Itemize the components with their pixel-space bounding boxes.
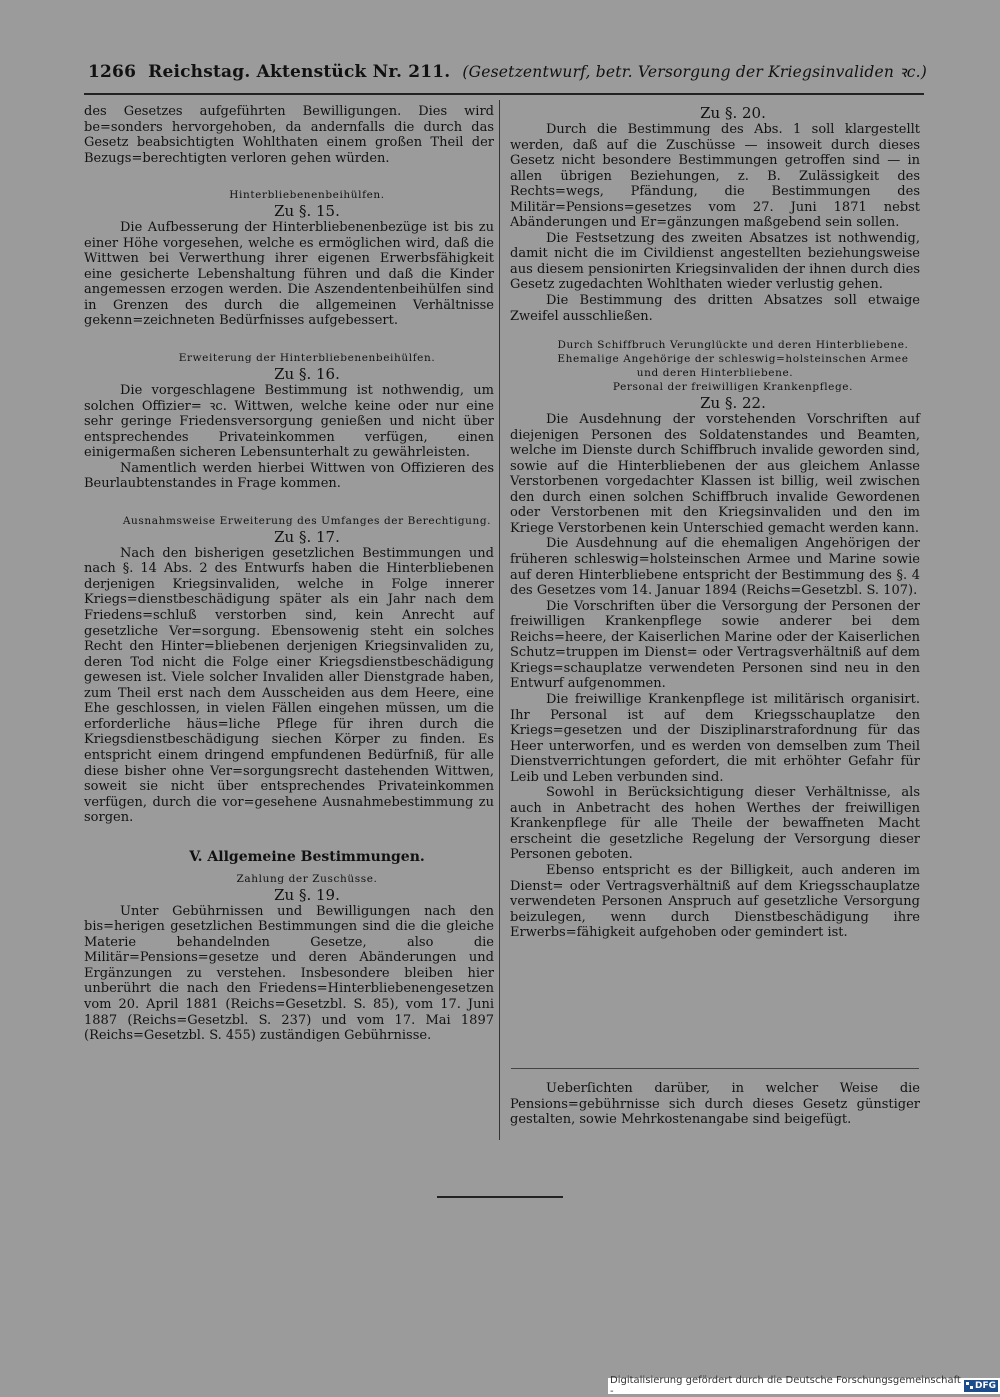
paragraph: Ueberſichten darüber, in welcher Weise die Pensions=gebührnisse sich durch dieses Gesetz günstiger gestalten, sowie Mehrkostenangabe sind beigefügt. <box>510 1081 920 1128</box>
header-rule <box>84 93 924 95</box>
paragraph: des Gesetzes aufgeführten Bewilligungen. Dies wird be=sonders hervorgehoben, da andernfalls die durch das Gesetz beabsichtigten Wohlthaten einem großen Theil der Bezugs=berechtigten verloren gehen würden. <box>84 104 494 166</box>
section-heading: Personal der freiwilligen Krankenpflege. <box>612 381 854 394</box>
page-header <box>88 60 927 90</box>
section-heading: Erweiterung der Hinterbliebenenbeihülfen. <box>178 352 436 365</box>
right-column <box>510 104 920 941</box>
paragraph: Die Bestimmung des dritten Absatzes soll etwaige Zweifel ausschließen. <box>510 293 920 324</box>
paragraph-heading: Zu §. 22. <box>700 394 766 413</box>
section-heading: Ehemalige Angehörige der schleswig=holsteinschen Armee und deren Hinterbliebene. <box>557 353 909 380</box>
section-heading: Durch Schiffbruch Verunglückte und deren Hinterbliebene. <box>557 339 909 352</box>
paragraph: Die Festsetzung des zweiten Absatzes ist nothwendig, damit nicht die im Civildienst angestellten beziehungsweise aus diesem pensionirten Kriegsinvaliden der ihnen durch dies Gesetz zugedachten Wohlthaten wieder verlustig gehen. <box>510 230 920 293</box>
end-rule <box>437 1196 563 1198</box>
paragraph-heading: Zu §. 19. <box>274 885 340 904</box>
digitization-footer <box>608 1375 1000 1397</box>
paragraph: Die Ausdehnung auf die ehemaligen Angehörigen der früheren schleswig=holsteinschen Armee und Marine sowie auf deren Hinterbliebene entspricht der Bestimmung des §. 4 des Gesetzes vom 14. Januar 1894 (Reichs=Gesetzbl. S. 107). <box>510 536 920 599</box>
paragraph: Sowohl in Berücksichtigung dieser Verhältnisse, als auch in Anbetracht des hohen Werthes der freiwilligen Krankenpflege für alle Theile der bewaffneten Macht erscheint die gesetzliche Regelung der Versorgung dieser Personen geboten. <box>510 785 920 863</box>
paragraph: Die Vorschriften über die Versorgung der Personen der freiwilligen Krankenpflege sowie anderer bei dem Reichs=heere, der Kaiserlichen Marine oder der Kaiserlichen Schutz=truppen im Dienst= oder Vertragsverhältniß auf dem Kriegs=schauplatze verwendeten Personen sind neu in den Entwurf aufgenommen. <box>510 598 920 692</box>
column-divider <box>499 100 500 1140</box>
paragraph: Die Aufbesserung der Hinterbliebenenbezüge ist bis zu einer Höhe vorgesehen, welche es ermöglichen wird, daß die Wittwen bei Verwerthung ihrer eigenen Erwerbsfähigkeit eine gesicherte Lebenshaltung führen und daß die Kinder angemessen erzogen werden. Die Aszendentenbeihülfen sind in Grenzen des durch die allgemeinen Verhältnisse gekenn=zeichneten Bedürfnisses aufgebessert. <box>84 220 494 329</box>
dfg-mark-icon <box>966 1382 974 1390</box>
dfg-logo-text: DFG <box>974 1381 996 1391</box>
closing-note <box>510 1081 920 1128</box>
section-heading: Ausnahmsweise Erweiterung des Umfanges der Berechtigung. <box>122 514 492 527</box>
paragraph: Namentlich werden hierbei Wittwen von Offizieren des Beurlaubtenstandes in Frage kommen. <box>84 460 494 492</box>
closing-divider <box>511 1068 919 1069</box>
part-heading: V. Allgemeine Bestimmungen. <box>189 848 425 865</box>
paragraph-heading: Zu §. 17. <box>274 527 340 546</box>
paragraph-heading: Zu §. 20. <box>700 104 766 122</box>
left-column <box>84 104 494 1044</box>
paragraph: Die Ausdehnung der vorstehenden Vorschriften auf diejenigen Personen des Soldatenstandes und Beamten, welche im Dienste durch Schiffbruch invalide geworden sind, sowie auf die Hinterbliebenen der aus gleichem Anlasse Verstorbenen vorgedachter Klassen ist billig, weil zwischen den durch einen solchen Schiffbruch invalide Gewordenen oder Verstorbenen mit den Kriegsinvaliden und den im Kriege Verstorbenen kein Unterschied gemacht werden kann. <box>510 412 920 536</box>
paragraph: Unter Gebührnissen und Bewilligungen nach den bis=herigen gesetzlichen Bestimmungen sind die die gleiche Materie behandelnden Gesetze, also die Militär=Pensions=gesetze und deren Abänderungen und Ergänzungen zu verstehen. Insbesondere bleiben hier unberührt die nach den Friedens=Hinterbliebenengesetzen vom 20. April 1881 (Reichs=Gesetzbl. S. 85), vom 17. Juni 1887 (Reichs=Gesetzbl. S. 237) und vom 17. Mai 1897 (Reichs=Gesetzbl. S. 455) zuständigen Gebührnisse. <box>84 903 494 1044</box>
paragraph: Nach den bisherigen gesetzlichen Bestimmungen und nach §. 14 Abs. 2 des Entwurfs haben die Hinterbliebenen derjenigen Kriegsinvaliden, welche in Folge innerer Kriegs=dienstbeschädigung später als ein Jahr nach dem Friedens=schluß verstorben sind, kein Anrecht auf gesetzliche Ver=sorgung. Ebensowenig steht ein solches Recht den Hinter=bliebenen derjenigen Kriegsinvaliden zu, deren Tod nicht die Folge einer Kriegsdienstbeschädigung gewesen ist. Viele solcher Invaliden aller Dienstgrade haben, zum Theil erst nach dem Ausscheiden aus dem Heere, eine Ehe geschlossen, in vielen Fällen eingehen müssen, um die erforderliche häus=liche Pflege für ihren durch die Kriegsdienstbeschädigung siechen Körper zu finden. Es entspricht einem dringend empfundenen Bedürfniß, für alle diese bisher ohne Ver=sorgungsrecht dastehenden Wittwen, soweit sie nicht über entsprechendes Privateinkommen verfügen, durch die vor=gesehene Ausnahmebestimmung zu sorgen. <box>84 545 494 826</box>
footer-text: Digitalisierung gefördert durch die Deutsche Forschungsgemeinschaft - <box>610 1375 961 1397</box>
section-heading: Zahlung der Zuschüsse. <box>236 872 378 885</box>
page-number: 1266 <box>88 62 137 82</box>
paragraph: Ebenso entspricht es der Billigkeit, auch anderen im Dienst= oder Vertragsverhältniß auf dem Kriegsschauplatze verwendeten Personen Anspruch auf gesetzliche Versorgung beizulegen, wenn durch Dienstbeschädigung ihre Erwerbs=fähigkeit aufgehoben oder gemindert ist. <box>510 862 920 941</box>
paragraph-heading: Zu §. 16. <box>274 365 340 384</box>
paragraph-heading: Zu §. 15. <box>274 202 340 221</box>
paragraph: Durch die Bestimmung des Abs. 1 soll klargestellt werden, daß auf die Zuschüsse — insoweit durch dieses Gesetz nicht besondere Bestimmungen getroffen sind — in allen übrigen Beziehungen, z. B. Zulässigkeit des Rechts=wegs, Pfändung, die Bestimmungen des Militär=Pensions=gesetzes vom 27. Juni 1871 nebst Abänderungen und Er=gänzungen maßgebend sein sollen. <box>510 122 920 231</box>
document-title: Reichstag. Aktenstück Nr. 211. <box>148 62 451 82</box>
paragraph: Die vorgeschlagene Bestimmung ist nothwendig, um solchen Offizier= ꝛc. Wittwen, welche keine oder nur eine sehr geringe Friedensversorgung genießen und nicht über entsprechendes Privateinkommen verfügen, einen einigermaßen sicheren Lebensunterhalt zu gewährleisten. <box>84 383 494 461</box>
section-heading: Hinterbliebenenbeihülfen. <box>229 189 385 202</box>
document-subtitle: (Gesetzentwurf, betr. Versorgung der Kriegsinvaliden ꝛc.) <box>462 63 927 81</box>
paragraph: Die freiwillige Krankenpflege ist militärisch organisirt. Ihr Personal ist auf dem Kriegsschauplatze den Kriegs=gesetzen und der Disziplinarstrafordnung für das Heer unterworfen, und es werden von demselben zum Theil Dienstverrichtungen gefordert, die mit erhöhter Gefahr für Leib und Leben verbunden sind. <box>510 691 920 785</box>
dfg-logo[interactable] <box>964 1380 998 1392</box>
